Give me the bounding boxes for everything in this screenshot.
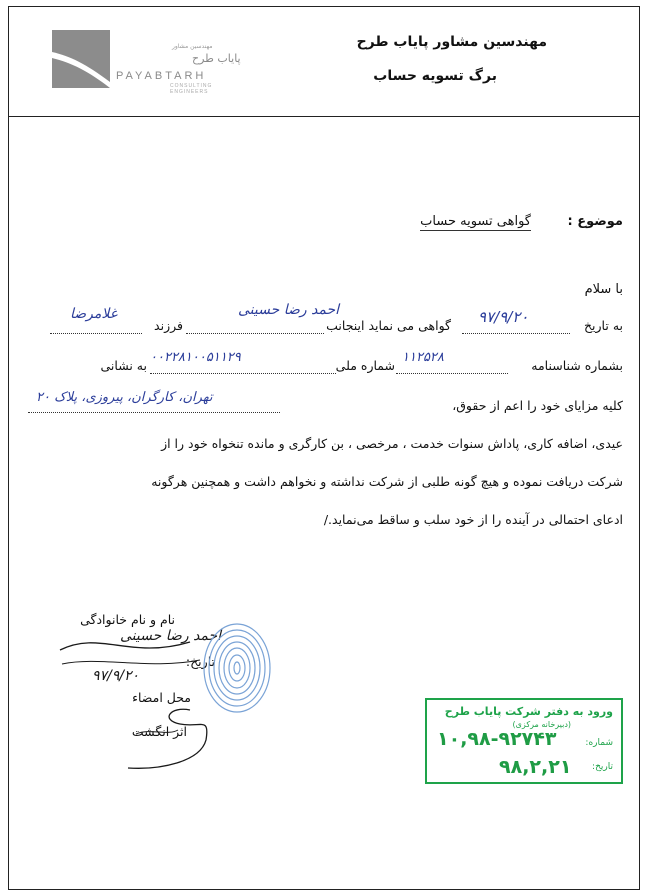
- line2-address: به نشانی: [100, 358, 147, 373]
- name-label: نام و نام خانوادگی: [80, 612, 175, 627]
- line6-text: ادعای احتمالی در آینده را از خود سلب و ساقط می‌نماید./: [323, 512, 623, 527]
- fingerprint-label: اثر انگشت: [131, 724, 187, 739]
- subject-label: موضوع :: [567, 214, 623, 229]
- company-name: مهندسین مشاور پایاب طرح: [356, 34, 547, 50]
- line1-date-prefix: به تاریخ: [583, 318, 623, 333]
- stamp-date-value: ۹۸,۲,۲۱: [499, 756, 572, 778]
- line2-national-id: شماره ملی: [335, 358, 395, 373]
- form-title: برگ تسویه حساب: [373, 68, 497, 84]
- handwritten-address: تهران، کارگران، پیروزی، پلاک ۲۰: [36, 390, 213, 405]
- logo-fa-name: پایاب طرح: [192, 52, 241, 65]
- line2-id-number: بشماره شناسنامه: [531, 358, 623, 373]
- stamp-number-value: ۱۰,۹۸-۹۲۷۴۳: [437, 728, 557, 750]
- subject-value: گواهی تسویه حساب: [420, 214, 531, 229]
- line4-text: عیدی، اضافه کاری، پاداش سنوات خدمت ، مرخصی ، بن کارگری و مانده تنخواه خود را از: [161, 436, 623, 451]
- header-divider: [8, 116, 640, 117]
- stamp-subtitle: (دبیرخانه مرکزی): [512, 720, 571, 729]
- stamp-number-label: شماره:: [585, 738, 613, 748]
- line1-certify: گواهی می نماید اینجانب: [326, 318, 451, 333]
- handwritten-date: ۹۷/۹/۲۰: [478, 308, 529, 326]
- stamp-date-label: تاریخ:: [592, 762, 613, 772]
- handwritten-id-number: ۱۱۲۵۲۸: [402, 350, 444, 365]
- logo-en-subtitle: CONSULTING ENGINEERS: [170, 83, 213, 95]
- handwritten-name: احمد رضا حسینی: [238, 302, 340, 318]
- address-dotted-line: [28, 412, 280, 413]
- registration-stamp: [425, 698, 623, 784]
- line3-text: کلیه مزایای خود را اعم از حقوق،: [452, 398, 623, 413]
- logo-mark-icon: [52, 30, 110, 88]
- line5-text: شرکت دریافت نموده و هیچ گونه طلبی از شرکت نداشته و نخواهم داشت و همچنین هرگونه: [151, 474, 623, 489]
- handwritten-national-id: ۰۰۲۲۸۱۰۰۵۱۱۲۹: [150, 350, 241, 365]
- date-label: تاریخ:: [185, 654, 215, 669]
- father-dotted-line: [50, 333, 142, 334]
- line1-child-of: فرزند: [154, 318, 183, 333]
- company-logo: [52, 30, 242, 94]
- fingerprint-icon: [200, 620, 274, 716]
- national-id-dotted-line: [150, 373, 336, 374]
- handwritten-signatory-name: احمد رضا حسینی: [120, 628, 222, 644]
- date-dotted-line: [462, 333, 570, 334]
- name-dotted-line: [186, 333, 324, 334]
- stamp-title: ورود به دفتر شرکت پایاب طرح: [444, 705, 613, 718]
- id-dotted-line: [396, 373, 508, 374]
- handwritten-father: غلامرضا: [70, 306, 118, 322]
- handwritten-signatory-date: ۹۷/۹/۲۰: [92, 668, 140, 684]
- salutation: با سلام: [584, 282, 623, 297]
- logo-fa-small: مهندسین مشاور: [172, 43, 213, 50]
- sign-label: محل امضاء: [132, 690, 191, 705]
- logo-en-name: PAYABTARH: [116, 70, 207, 82]
